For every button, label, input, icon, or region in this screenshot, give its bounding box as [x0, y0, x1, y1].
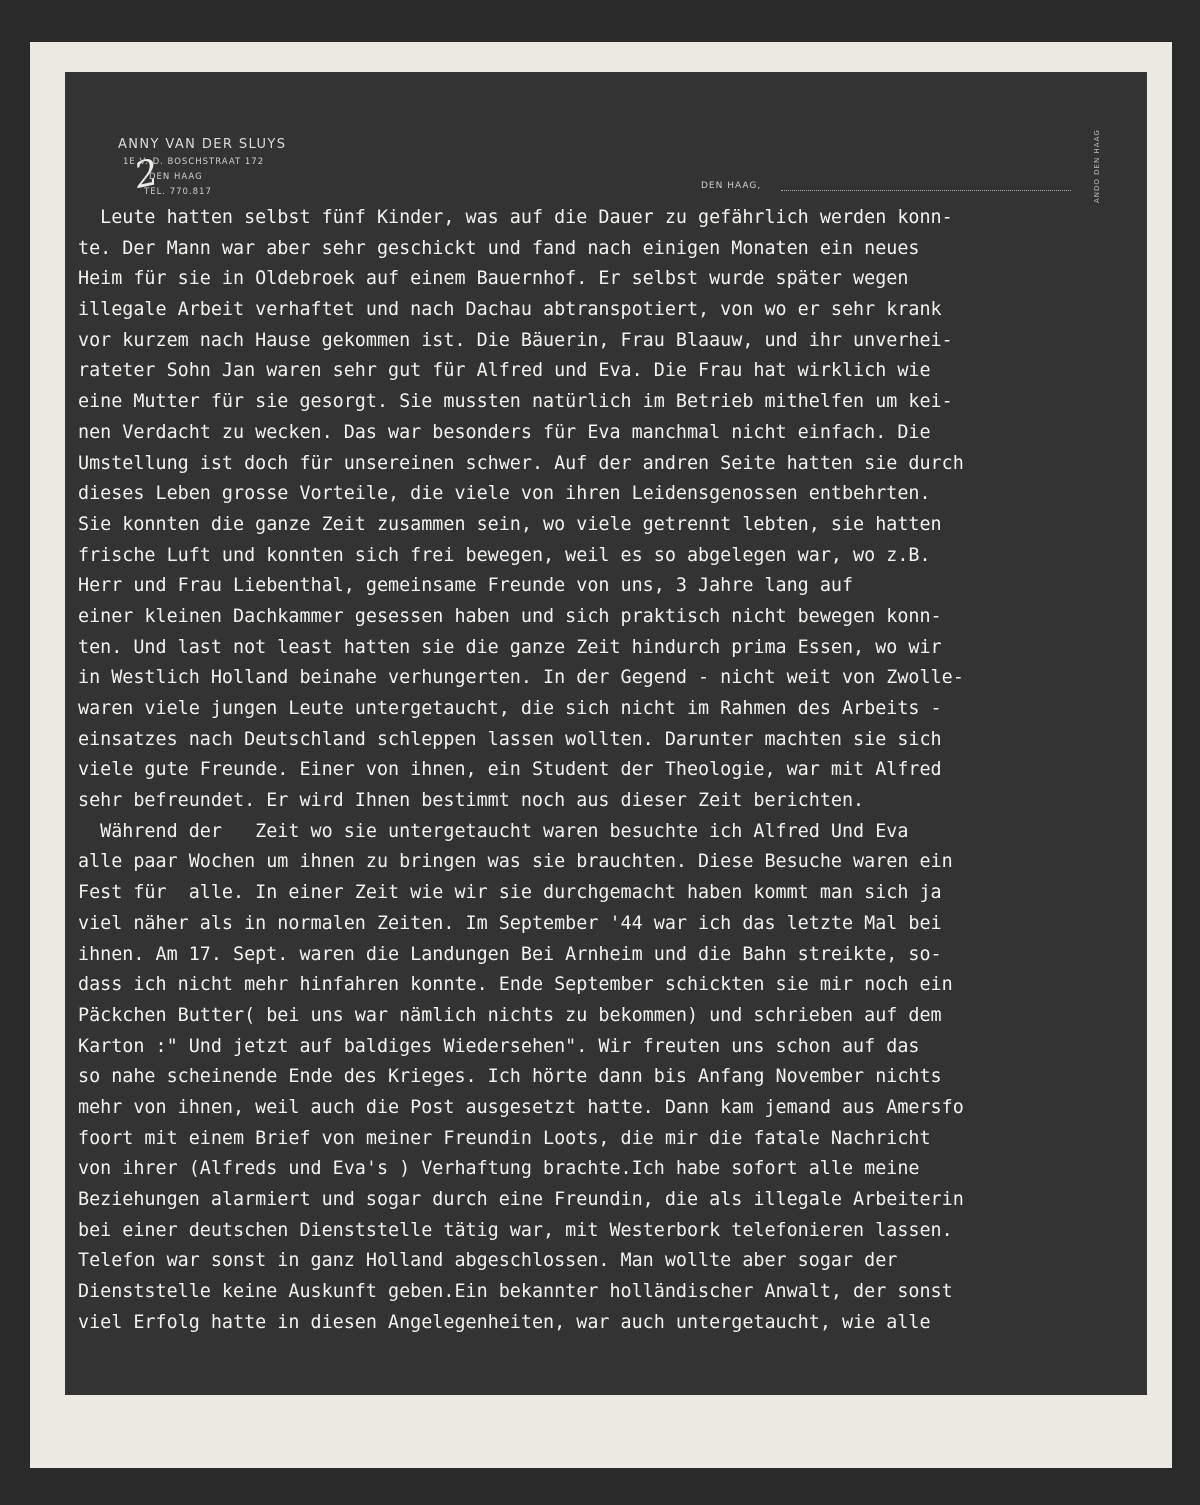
text-line: Heim für sie in Oldebroek auf einem Bauernhof. Er selbst wurde später wegen	[78, 268, 909, 290]
text-line: von ihrer (Alfreds und Eva's ) Verhaftung brachte.Ich habe sofort alle meine	[78, 1158, 920, 1180]
text-line: rateter Sohn Jan waren sehr gut für Alfred und Eva. Die Frau hat wirklich wie	[78, 360, 931, 382]
printer-mark: ANDO DEN HAAG	[1093, 129, 1101, 203]
text-line: Päckchen Butter( bei uns war nämlich nichts zu bekommen) und schrieben auf dem	[78, 1004, 942, 1026]
text-line: eine Mutter für sie gesorgt. Sie mussten natürlich im Betrieb mithelfen um kei-	[78, 391, 953, 413]
text-line: so nahe scheinende Ende des Krieges. Ich hörte dann bis Anfang November nichts	[78, 1066, 942, 1088]
letterhead-city: DEN HAAG	[149, 172, 203, 182]
letterhead-address: 1E V. D. BOSCHSTRAAT 172	[123, 157, 265, 167]
text-line: Fest für alle. In einer Zeit wie wir sie durchgemacht haben kommt man sich ja	[78, 882, 942, 904]
text-line: ihnen. Am 17. Sept. waren die Landungen Bei Arnheim und die Bahn streikte, so-	[78, 943, 942, 965]
letterhead-name: ANNY VAN DER SLUYS	[118, 137, 287, 152]
text-line: Herr und Frau Liebenthal, gemeinsame Freunde von uns, 3 Jahre lang auf	[78, 575, 854, 597]
text-line: Dienststelle keine Auskunft geben.Ein bekannter holländischer Anwalt, der sonst	[78, 1281, 953, 1303]
place-label: DEN HAAG,	[701, 181, 762, 191]
text-line: mehr von ihnen, weil auch die Post ausgesetzt hatte. Dann kam jemand aus Amersfo	[78, 1096, 964, 1118]
text-line: frische Luft und konnten sich frei bewegen, weil es so abgelegen war, wo z.B.	[78, 544, 931, 566]
text-line: viel näher als in normalen Zeiten. Im September '44 war ich das letzte Mal bei	[78, 912, 942, 934]
text-line: einer kleinen Dachkammer gesessen haben und sich praktisch nicht bewegen konn-	[78, 605, 942, 627]
text-line: viel Erfolg hatte in diesen Angelegenheiten, war auch untergetaucht, wie alle	[78, 1311, 931, 1333]
page-number: 2	[130, 152, 162, 197]
date-dotted-line	[781, 190, 1071, 191]
text-line: Umstellung ist doch für unsereinen schwer. Auf der andren Seite hatten sie durch	[78, 452, 964, 474]
text-line: Leute hatten selbst fünf Kinder, was auf die Dauer zu gefährlich werden konn-	[78, 207, 953, 228]
place-date-line	[701, 181, 1071, 197]
text-line: einsatzes nach Deutschland schleppen lassen wollten. Darunter machten sie sich	[78, 728, 942, 750]
text-line: Karton :" Und jetzt auf baldiges Wiedersehen". Wir freuten uns schon auf das	[78, 1035, 920, 1057]
text-line: sehr befreundet. Er wird Ihnen bestimmt noch aus dieser Zeit berichten.	[78, 790, 865, 812]
text-line: Sie konnten die ganze Zeit zusammen sein, wo viele getrennt lebten, sie hatten	[78, 513, 942, 535]
text-line: ten. Und last not least hatten sie die ganze Zeit hindurch prima Essen, wo wir	[78, 636, 942, 658]
text-line: Beziehungen alarmiert und sogar durch eine Freundin, die als illegale Arbeiterin	[78, 1189, 964, 1210]
text-line: dass ich nicht mehr hinfahren konnte. Ende September schickten sie mir noch ein	[78, 974, 953, 996]
text-line: nen Verdacht zu wecken. Das war besonders für Eva manchmal nicht einfach. Die	[78, 421, 931, 443]
text-line: Während der Zeit wo sie untergetaucht waren besuchte ich Alfred Und Eva	[78, 820, 909, 842]
text-line: bei einer deutschen Dienststelle tätig war, mit Westerbork telefonieren lassen.	[78, 1219, 953, 1241]
text-line: alle paar Wochen um ihnen zu bringen was sie brauchten. Diese Besuche waren ein	[78, 851, 953, 873]
text-line: waren viele jungen Leute untergetaucht, die sich nicht im Rahmen des Arbeits -	[78, 698, 942, 719]
text-line: dieses Leben grosse Vorteile, die viele von ihren Leidensgenossen entbehrten.	[78, 483, 931, 505]
text-line: te. Der Mann war aber sehr geschickt und fand nach einigen Monaten ein neues	[78, 237, 920, 259]
text-line: in Westlich Holland beinahe verhungerten. In der Gegend - nicht weit von Zwolle-	[78, 667, 964, 689]
text-line: foort mit einem Brief von meiner Freundin Loots, die mir die fatale Nachricht	[78, 1127, 931, 1149]
letter-body	[78, 203, 1118, 1338]
text-line: viele gute Freunde. Einer von ihnen, ein Student der Theologie, war mit Alfred	[78, 759, 942, 781]
text-line: vor kurzem nach Hause gekommen ist. Die Bäuerin, Frau Blaauw, und ihr unverhei-	[78, 329, 953, 351]
text-line: Telefon war sonst in ganz Holland abgeschlossen. Man wollte aber sogar der	[78, 1250, 898, 1272]
letterhead-telephone: TEL. 770.817	[144, 187, 212, 197]
text-line: illegale Arbeit verhaftet und nach Dachau abtranspotiert, von wo er sehr krank	[78, 299, 942, 321]
